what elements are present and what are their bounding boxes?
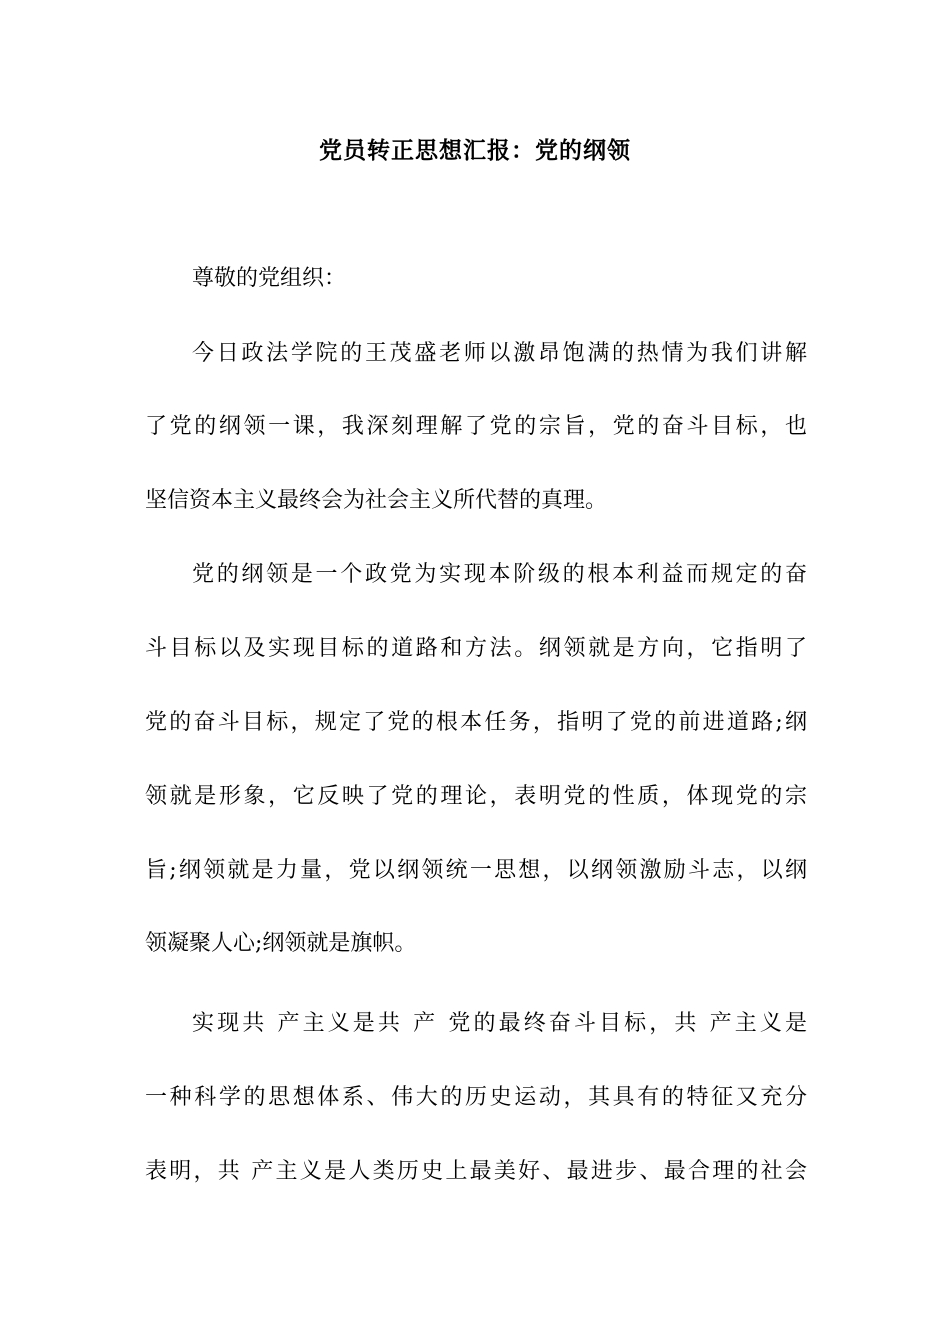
paragraph-2-line-4: 领就是形象，它反映了党的理论，表明党的性质，体现党的宗 [145,784,807,809]
paragraph-3-line-2: 一种科学的思想体系、伟大的历史运动，其具有的特征又充分 [145,1085,807,1110]
paragraph-1-line-1: 今日政法学院的王茂盛老师以激昂饱满的热情为我们讲解 [192,341,807,366]
salutation: 尊敬的党组织： [192,266,347,291]
paragraph-2-line-6: 领凝聚人心;纲领就是旗帜。 [145,931,417,956]
paragraph-2-line-5: 旨;纲领就是力量，党以纲领统一思想，以纲领激励斗志，以纲 [145,858,807,883]
paragraph-2-line-1: 党的纲领是一个政党为实现本阶级的根本利益而规定的奋 [192,562,807,587]
paragraph-3-line-1: 实现共 产主义是共 产 党的最终奋斗目标，共 产主义是 [192,1011,807,1036]
paragraph-1-line-2: 了党的纲领一课，我深刻理解了党的宗旨，党的奋斗目标，也 [145,414,807,439]
paragraph-1-line-3: 坚信资本主义最终会为社会主义所代替的真理。 [145,488,608,513]
paragraph-2-line-3: 党的奋斗目标，规定了党的根本任务，指明了党的前进道路;纲 [145,710,807,735]
paragraph-3-line-3: 表明，共 产主义是人类历史上最美好、最进步、最合理的社会 [145,1159,807,1184]
document-title: 党员转正思想汇报：党的纲领 [319,137,631,164]
paragraph-2-line-2: 斗目标以及实现目标的道路和方法。纲领就是方向，它指明了 [145,636,807,661]
